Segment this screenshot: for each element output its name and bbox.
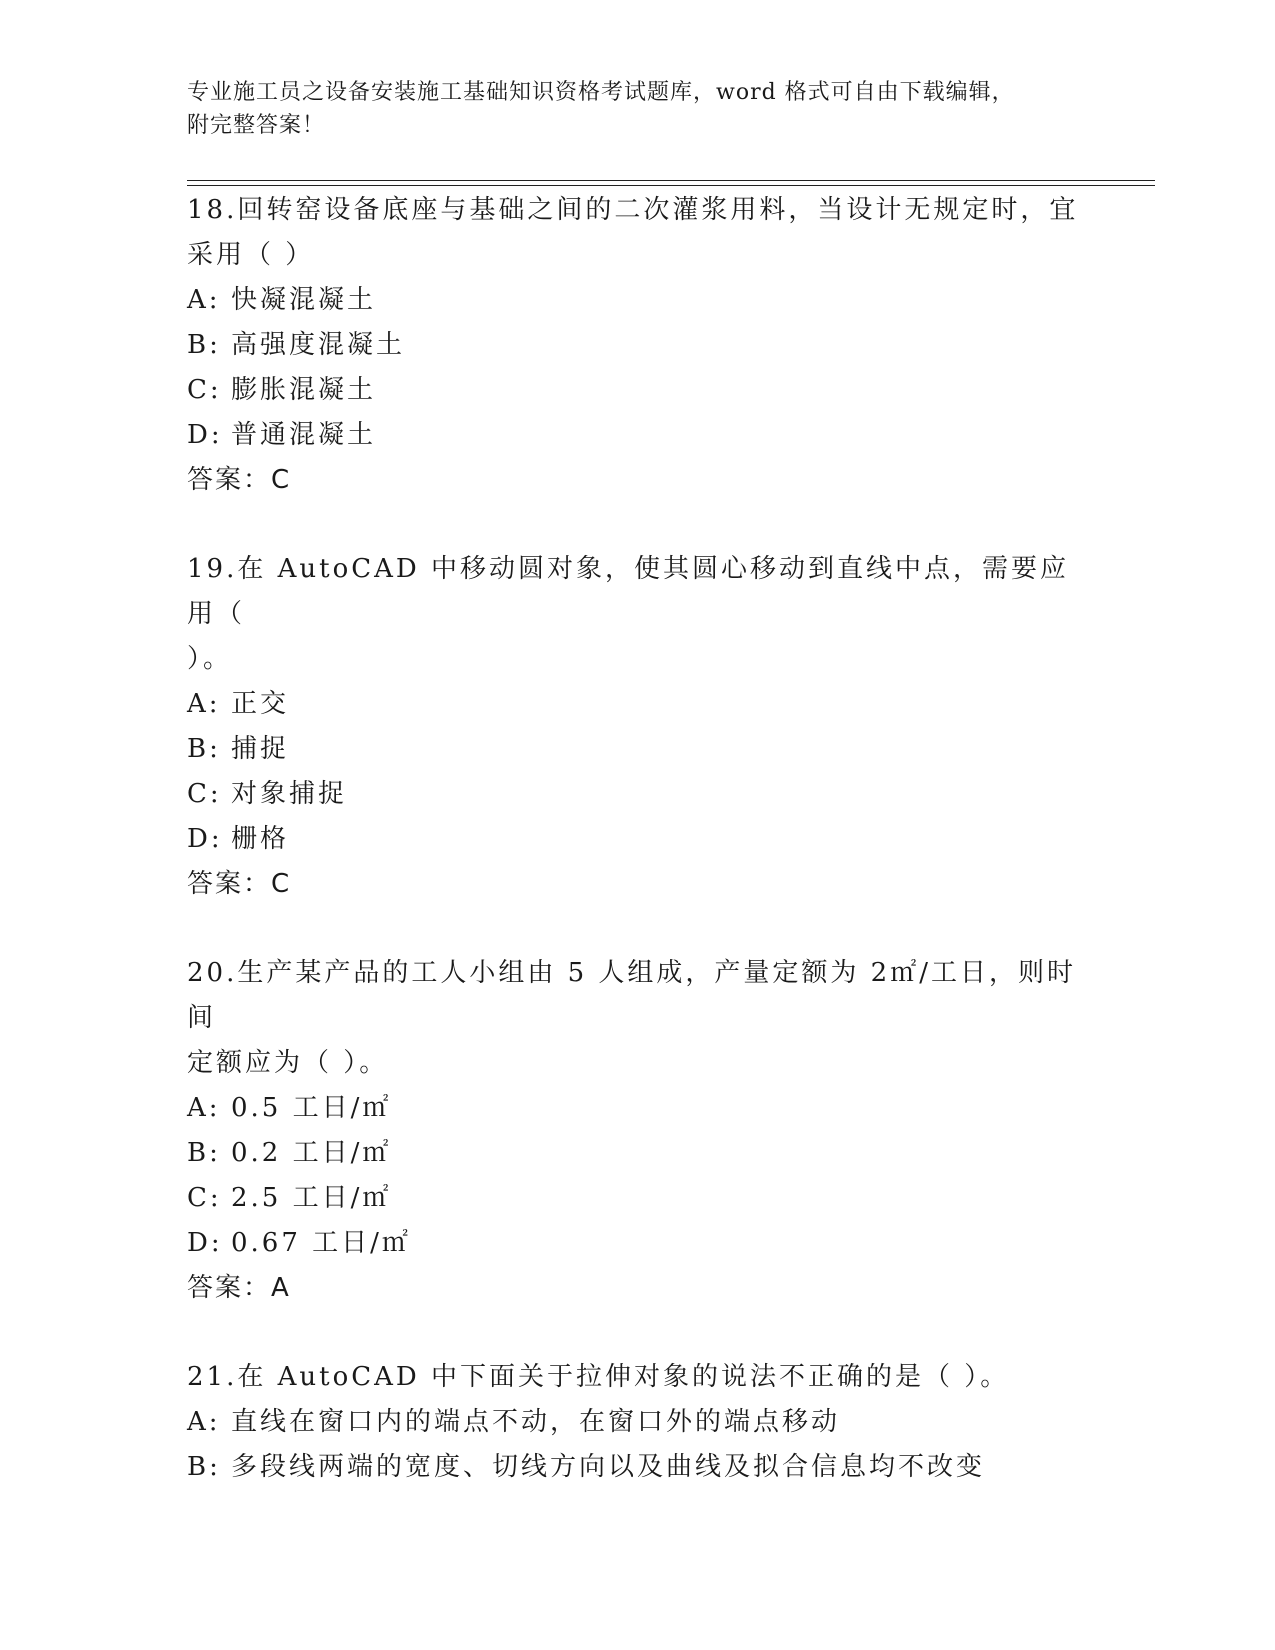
option-key: C: bbox=[187, 779, 222, 809]
answer-line: 答案：A bbox=[187, 1273, 291, 1303]
option-c bbox=[187, 368, 1087, 413]
option-text: 0.5 工日/㎡ bbox=[231, 1093, 392, 1123]
option-text: 对象捕捉 bbox=[231, 779, 348, 809]
option-a bbox=[187, 278, 1087, 323]
option-key: A: bbox=[187, 1407, 221, 1437]
question-19 bbox=[187, 547, 1087, 907]
question-stem: 19.在 AutoCAD 中移动圆对象，使其圆心移动到直线中点，需要应用（ bbox=[187, 554, 1070, 629]
header-divider-bottom bbox=[187, 185, 1155, 186]
option-key: D: bbox=[187, 1228, 223, 1258]
option-text: 快凝混凝土 bbox=[231, 285, 377, 315]
option-key: B: bbox=[187, 1452, 221, 1482]
option-a bbox=[187, 1086, 1087, 1131]
question-list bbox=[187, 188, 1087, 1534]
option-text: 直线在窗口内的端点不动，在窗口外的端点移动 bbox=[231, 1407, 841, 1437]
option-text: 多段线两端的宽度、切线方向以及曲线及拟合信息均不改变 bbox=[231, 1452, 986, 1482]
option-b bbox=[187, 323, 1087, 368]
option-d bbox=[187, 1221, 1087, 1266]
option-key: A: bbox=[187, 285, 221, 315]
option-key: D: bbox=[187, 824, 223, 854]
option-text: 0.67 工日/㎡ bbox=[231, 1228, 411, 1258]
option-key: A: bbox=[187, 689, 221, 719]
option-b bbox=[187, 1445, 1087, 1490]
option-key: C: bbox=[187, 375, 222, 405]
option-key: B: bbox=[187, 734, 221, 764]
question-18 bbox=[187, 188, 1087, 503]
option-text: 栅格 bbox=[231, 824, 290, 854]
option-key: C: bbox=[187, 1183, 222, 1213]
header-line-2: 附完整答案！ bbox=[187, 113, 326, 138]
option-text: 高强度混凝土 bbox=[231, 330, 406, 360]
question-stem-continued: 定额应为（ ）。 bbox=[187, 1048, 389, 1078]
option-text: 普通混凝土 bbox=[231, 420, 377, 450]
option-key: D: bbox=[187, 420, 223, 450]
question-stem-continued: 采用（ ） bbox=[187, 240, 315, 270]
question-stem: 20.生产某产品的工人小组由 5 人组成，产量定额为 2㎡/工日，则时间 bbox=[187, 958, 1076, 1033]
option-c bbox=[187, 772, 1087, 817]
option-d bbox=[187, 413, 1087, 458]
option-b bbox=[187, 727, 1087, 772]
answer-line: 答案：C bbox=[187, 869, 292, 899]
question-stem: 18.回转窑设备底座与基础之间的二次灌浆用料，当设计无规定时，宜 bbox=[187, 195, 1079, 225]
option-text: 捕捉 bbox=[231, 734, 290, 764]
option-text: 2.5 工日/㎡ bbox=[231, 1183, 392, 1213]
option-key: A: bbox=[187, 1093, 221, 1123]
option-a bbox=[187, 1400, 1087, 1445]
option-d bbox=[187, 817, 1087, 862]
option-a bbox=[187, 682, 1087, 727]
document-header bbox=[187, 76, 1087, 142]
option-c bbox=[187, 1176, 1087, 1221]
question-20 bbox=[187, 951, 1087, 1311]
question-stem-continued: ）。 bbox=[187, 644, 233, 674]
header-divider-top bbox=[187, 180, 1155, 181]
option-key: B: bbox=[187, 330, 221, 360]
option-text: 正交 bbox=[231, 689, 290, 719]
option-text: 膨胀混凝土 bbox=[231, 375, 377, 405]
answer-line: 答案：C bbox=[187, 465, 292, 495]
option-key: B: bbox=[187, 1138, 221, 1168]
question-stem: 21.在 AutoCAD 中下面关于拉伸对象的说法不正确的是（ ）。 bbox=[187, 1362, 1010, 1392]
option-b bbox=[187, 1131, 1087, 1176]
question-21 bbox=[187, 1355, 1087, 1490]
header-line-1: 专业施工员之设备安装施工基础知识资格考试题库，word 格式可自由下载编辑， bbox=[187, 80, 1015, 105]
option-text: 0.2 工日/㎡ bbox=[231, 1138, 392, 1168]
